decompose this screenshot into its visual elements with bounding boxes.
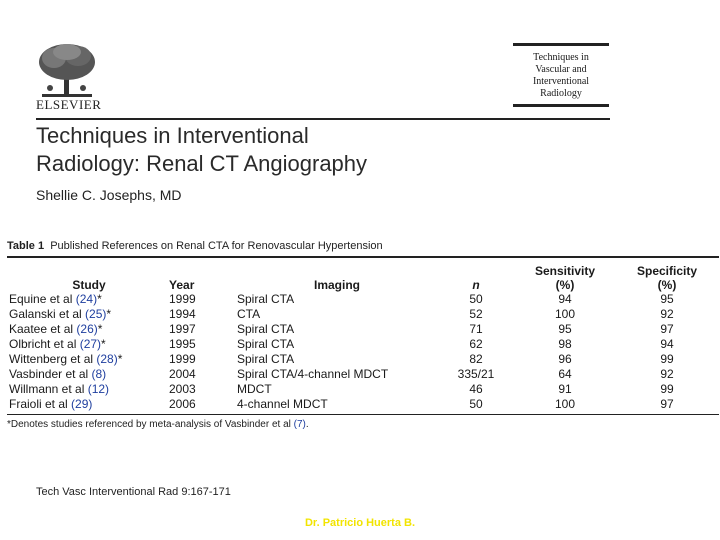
reference-link[interactable]: (29) xyxy=(71,397,93,411)
n-cell: 62 xyxy=(469,337,483,351)
sensitivity-cell: 64 xyxy=(558,367,572,381)
journal-line: Vascular and xyxy=(535,64,587,75)
article-author: Shellie C. Josephs, MD xyxy=(36,187,182,203)
publisher-name: ELSEVIER xyxy=(36,97,102,112)
reference-link[interactable]: (25) xyxy=(85,307,107,321)
author-signature: Dr. Patricio Huerta B. xyxy=(304,517,416,529)
meta-analysis-mark: * xyxy=(97,322,103,336)
study-name: Kaatee et al xyxy=(9,322,74,336)
table-row xyxy=(7,307,719,322)
study-cell xyxy=(7,382,169,397)
specificity-cell: 97 xyxy=(660,397,674,411)
table-row xyxy=(7,367,719,382)
study-name: Wittenberg et al xyxy=(9,352,94,366)
table-row xyxy=(7,322,719,337)
reference-link[interactable]: (8) xyxy=(91,367,107,381)
year-cell: 2004 xyxy=(169,367,196,381)
n-cell: 71 xyxy=(469,322,483,336)
table-caption-text: Published References on Renal CTA for Renovascular Hypertension xyxy=(50,240,383,252)
table-row xyxy=(7,397,719,412)
specificity-cell: 97 xyxy=(660,322,674,336)
table-footnote xyxy=(7,419,719,430)
study-cell xyxy=(7,322,169,337)
n-cell: 82 xyxy=(469,352,483,366)
n-cell: 335/21 xyxy=(457,367,495,381)
sensitivity-cell: 100 xyxy=(554,307,576,321)
table-row xyxy=(7,337,719,352)
study-name: Galanski et al xyxy=(9,307,82,321)
study-cell xyxy=(7,307,169,322)
sensitivity-cell: 98 xyxy=(558,337,572,351)
sensitivity-cell: 91 xyxy=(558,382,572,396)
study-name: Willmann et al xyxy=(9,382,85,396)
sensitivity-cell: 100 xyxy=(554,397,576,411)
study-cell xyxy=(7,292,169,307)
column-header-year: Year xyxy=(169,278,195,292)
imaging-cell: 4-channel MDCT xyxy=(237,397,328,411)
imaging-cell: Spiral CTA xyxy=(237,322,295,336)
footnote-end: . xyxy=(305,419,309,430)
n-cell: 50 xyxy=(469,292,483,306)
imaging-cell: Spiral CTA xyxy=(237,352,295,366)
study-name: Fraioli et al xyxy=(9,397,68,411)
journal-line: Techniques in xyxy=(533,52,589,63)
table-label: Table 1 xyxy=(7,240,45,252)
table-top-rule xyxy=(7,256,719,258)
column-header-imaging: Imaging xyxy=(313,278,360,292)
year-cell: 1997 xyxy=(169,322,196,336)
journal-line: Interventional xyxy=(532,76,590,87)
table-caption xyxy=(7,238,719,254)
year-cell: 1999 xyxy=(169,292,196,306)
sensitivity-cell: 96 xyxy=(558,352,572,366)
specificity-cell: 92 xyxy=(660,307,674,321)
year-cell: 2006 xyxy=(169,397,196,411)
specificity-cell: 95 xyxy=(660,292,674,306)
meta-analysis-mark: * xyxy=(97,292,102,306)
reference-link[interactable]: (28) xyxy=(96,352,118,366)
n-cell: 46 xyxy=(469,382,483,396)
imaging-cell: CTA xyxy=(237,307,261,321)
specificity-cell: 94 xyxy=(660,337,674,351)
specificity-cell: 92 xyxy=(660,367,674,381)
title-line: Radiology: Renal CT Angiography xyxy=(36,151,368,176)
imaging-cell: Spiral CTA xyxy=(237,292,295,306)
meta-analysis-mark: * xyxy=(101,337,106,351)
journal-name-box xyxy=(513,43,609,107)
reference-table xyxy=(7,238,719,430)
study-cell xyxy=(7,337,169,352)
imaging-cell: MDCT xyxy=(237,382,272,396)
specificity-cell: 99 xyxy=(660,382,674,396)
reference-link[interactable]: (26) xyxy=(76,322,98,336)
table-body xyxy=(7,292,719,412)
column-header-sensitivity: Sensitivity (%) xyxy=(534,264,596,292)
sensitivity-cell: 95 xyxy=(558,322,572,336)
footnote-reference-link[interactable]: (7) xyxy=(293,419,306,430)
table-row xyxy=(7,352,719,367)
column-header-specificity: Specificity (%) xyxy=(636,264,698,292)
study-cell xyxy=(7,367,169,382)
study-cell xyxy=(7,352,169,367)
title-line: Techniques in Interventional xyxy=(36,123,309,148)
study-name: Vasbinder et al xyxy=(9,367,89,381)
header-divider xyxy=(36,118,610,120)
sensitivity-cell: 94 xyxy=(558,292,572,306)
table-bottom-rule xyxy=(7,414,719,415)
journal-citation: Tech Vasc Interventional Rad 9:167-171 xyxy=(36,486,231,498)
reference-link[interactable]: (24) xyxy=(75,292,98,306)
imaging-cell: Spiral CTA xyxy=(237,337,295,351)
column-header-study: Study xyxy=(72,278,106,292)
study-cell xyxy=(7,397,169,412)
year-cell: 1995 xyxy=(169,337,196,351)
meta-analysis-mark: * xyxy=(117,352,123,366)
journal-line: Radiology xyxy=(540,88,582,99)
table-row xyxy=(7,382,719,397)
table-header-row xyxy=(7,260,719,292)
specificity-cell: 99 xyxy=(660,352,674,366)
footnote-text: *Denotes studies referenced by meta-analysis of Vasbinder et al xyxy=(7,419,294,430)
imaging-cell: Spiral CTA/4-channel MDCT xyxy=(237,367,389,381)
n-cell: 50 xyxy=(469,397,483,411)
article-title xyxy=(36,122,596,178)
n-cell: 52 xyxy=(469,307,483,321)
year-cell: 1994 xyxy=(169,307,196,321)
year-cell: 2003 xyxy=(169,382,196,396)
data-table xyxy=(7,260,719,412)
study-name: Olbricht et al xyxy=(9,337,77,351)
column-header-n-text: n xyxy=(472,278,480,292)
column-header-n xyxy=(437,260,515,292)
reference-link[interactable]: (12) xyxy=(87,382,110,396)
meta-analysis-mark: * xyxy=(106,307,112,321)
year-cell: 1999 xyxy=(169,352,196,366)
table-row xyxy=(7,292,719,307)
reference-link[interactable]: (27) xyxy=(79,337,102,351)
study-name: Equine et al xyxy=(9,292,73,306)
